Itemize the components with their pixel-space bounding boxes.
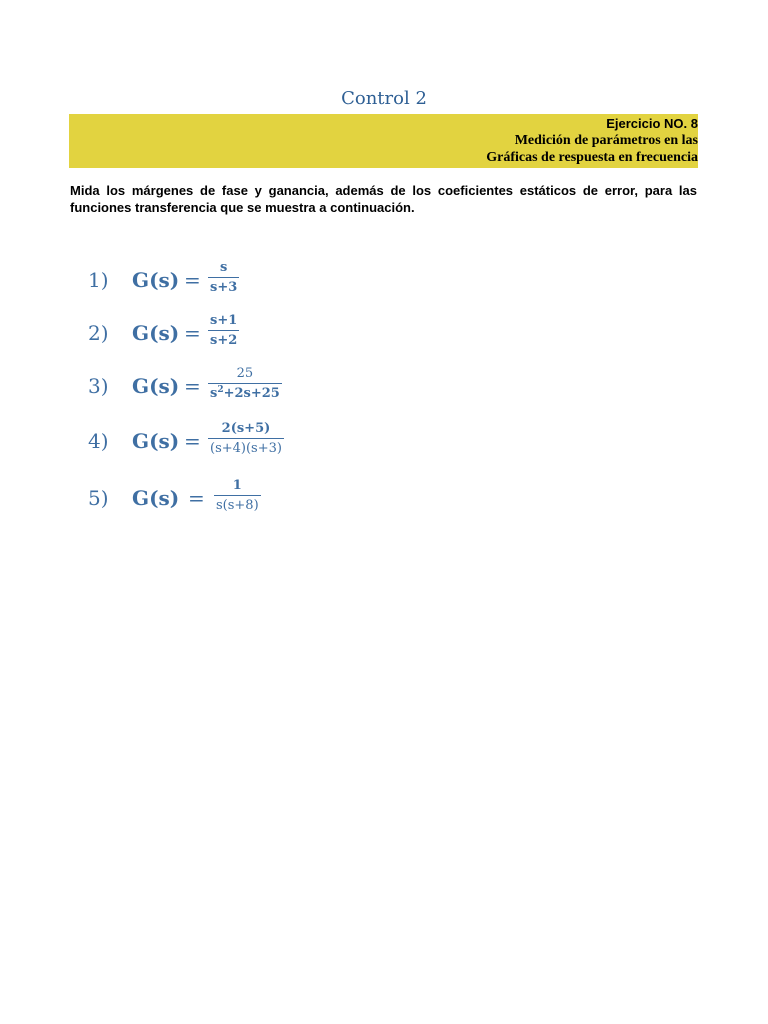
fraction-numerator: 2(s+5) — [221, 421, 271, 436]
denominator-base: s — [210, 386, 218, 401]
document-title: Control 2 — [341, 88, 427, 109]
fraction-denominator: s+2 — [210, 333, 238, 348]
equation-lhs: G(s) — [132, 374, 180, 398]
exercise-subtitle-line-1: Medición de parámetros en las — [514, 133, 698, 148]
denominator-rest: +2s+25 — [223, 386, 280, 401]
equation-number: 3) — [88, 374, 109, 398]
fraction-denominator: s+3 — [210, 280, 238, 295]
equation-lhs: G(s) — [132, 321, 180, 345]
fraction — [208, 419, 284, 458]
fraction-numerator: s+1 — [210, 313, 238, 328]
equals-sign: = — [184, 268, 201, 292]
fraction-numerator: 1 — [232, 478, 242, 493]
equation-number: 1) — [88, 268, 109, 292]
equals-sign: = — [188, 486, 205, 510]
fraction-numerator: 25 — [236, 366, 254, 381]
fraction — [208, 311, 239, 350]
equation-lhs: G(s) — [132, 268, 180, 292]
equation-number: 4) — [88, 429, 109, 453]
exercise-header-band — [69, 114, 698, 168]
fraction — [208, 364, 282, 403]
equation-number: 5) — [88, 486, 109, 510]
equals-sign: = — [184, 429, 201, 453]
fraction-denominator — [208, 384, 282, 403]
equals-sign: = — [184, 374, 201, 398]
equation-lhs: G(s) — [132, 486, 180, 510]
exercise-number: Ejercicio NO. 8 — [606, 116, 698, 131]
instructions-paragraph: Mida los márgenes de fase y ganancia, además de los coeficientes estáticos de error, para las funciones transferencia que se muestra a continuación. — [70, 183, 697, 215]
denominator-exponent: 2 — [217, 385, 224, 395]
equation-lhs: G(s) — [132, 429, 180, 453]
exercise-subtitle-line-2: Gráficas de respuesta en frecuencia — [486, 150, 698, 165]
fraction-numerator: s — [219, 260, 228, 275]
fraction — [208, 258, 239, 297]
fraction-denominator: s(s+8) — [216, 498, 259, 513]
equals-sign: = — [184, 321, 201, 345]
equation-number: 2) — [88, 321, 109, 345]
fraction — [214, 476, 261, 515]
fraction-denominator: (s+4)(s+3) — [210, 441, 282, 456]
